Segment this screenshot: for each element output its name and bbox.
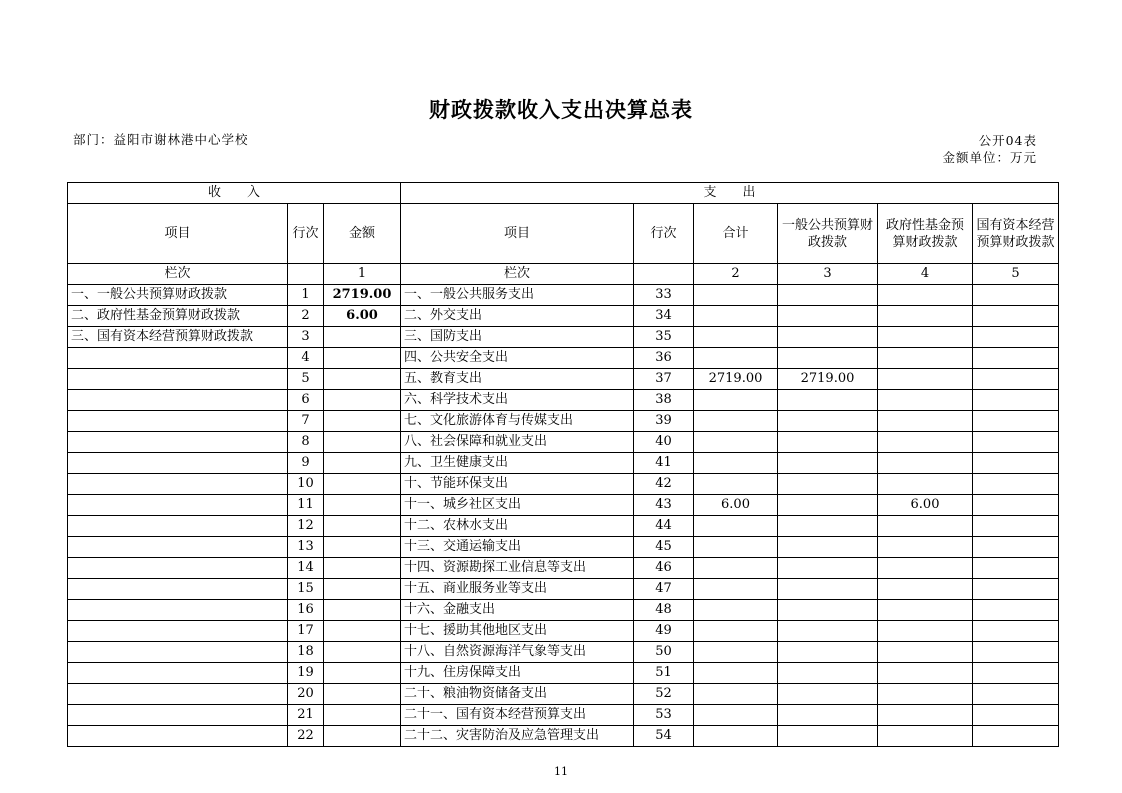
col-index-1: 1 <box>324 264 401 285</box>
income-item-cell <box>68 390 288 411</box>
table-row <box>68 705 1059 726</box>
income-amount-header: 金额 <box>324 204 401 264</box>
income-amount-cell: 6.00 <box>324 306 401 327</box>
expenditure-item-cell: 十四、资源勘探工业信息等支出 <box>401 558 634 579</box>
state-capital-header: 国有资本经营预算财政拨款 <box>973 204 1059 264</box>
total-cell: 6.00 <box>694 495 778 516</box>
total-cell <box>694 537 778 558</box>
expenditure-item-cell: 十九、住房保障支出 <box>401 663 634 684</box>
total-cell <box>694 600 778 621</box>
expenditure-item-cell: 十一、城乡社区支出 <box>401 495 634 516</box>
income-item-cell <box>68 726 288 747</box>
expenditure-item-cell: 十五、商业服务业等支出 <box>401 579 634 600</box>
table-row <box>68 306 1059 327</box>
general-budget-cell <box>778 306 878 327</box>
expenditure-item-cell: 六、科学技术支出 <box>401 390 634 411</box>
general-budget-cell <box>778 600 878 621</box>
expenditure-item-cell: 七、文化旅游体育与传媒支出 <box>401 411 634 432</box>
income-line-no-cell: 18 <box>288 642 324 663</box>
expenditure-item-cell: 十、节能环保支出 <box>401 474 634 495</box>
income-line-no-cell: 9 <box>288 453 324 474</box>
header-row-columns <box>68 204 1059 264</box>
page-number: 11 <box>554 765 568 778</box>
expenditure-line-no-cell: 38 <box>634 390 694 411</box>
expenditure-line-no-cell: 41 <box>634 453 694 474</box>
income-amount-cell <box>324 558 401 579</box>
income-amount-cell <box>324 327 401 348</box>
table-row <box>68 600 1059 621</box>
income-col-label: 栏次 <box>68 264 288 285</box>
gov-fund-cell <box>878 600 973 621</box>
expenditure-line-no-header: 行次 <box>634 204 694 264</box>
state-capital-cell <box>973 369 1059 390</box>
state-capital-cell <box>973 684 1059 705</box>
general-budget-cell <box>778 348 878 369</box>
total-cell <box>694 705 778 726</box>
gov-fund-cell <box>878 621 973 642</box>
income-item-cell: 二、政府性基金预算财政拨款 <box>68 306 288 327</box>
gov-fund-cell <box>878 558 973 579</box>
income-item-header: 项目 <box>68 204 288 264</box>
table-row <box>68 390 1059 411</box>
total-cell: 2719.00 <box>694 369 778 390</box>
expenditure-line-no-cell: 36 <box>634 348 694 369</box>
table-row <box>68 432 1059 453</box>
total-cell <box>694 348 778 369</box>
expenditure-line-no-cell: 33 <box>634 285 694 306</box>
expenditure-col-blank <box>634 264 694 285</box>
state-capital-cell <box>973 432 1059 453</box>
general-budget-cell <box>778 285 878 306</box>
total-cell <box>694 474 778 495</box>
expenditure-item-cell: 十三、交通运输支出 <box>401 537 634 558</box>
header-row-section <box>68 183 1059 204</box>
income-item-cell <box>68 495 288 516</box>
gov-fund-cell <box>878 579 973 600</box>
state-capital-cell <box>973 348 1059 369</box>
expenditure-item-cell: 十二、农林水支出 <box>401 516 634 537</box>
income-section-header: 收 入 <box>68 183 401 204</box>
income-amount-cell <box>324 453 401 474</box>
income-item-cell <box>68 348 288 369</box>
state-capital-cell <box>973 663 1059 684</box>
general-budget-cell: 2719.00 <box>778 369 878 390</box>
state-capital-cell <box>973 453 1059 474</box>
total-cell <box>694 579 778 600</box>
table-row <box>68 411 1059 432</box>
gov-fund-cell <box>878 537 973 558</box>
table-row <box>68 642 1059 663</box>
income-amount-cell <box>324 474 401 495</box>
income-amount-cell <box>324 411 401 432</box>
expenditure-line-no-cell: 46 <box>634 558 694 579</box>
gov-fund-cell <box>878 453 973 474</box>
income-amount-cell <box>324 516 401 537</box>
expenditure-item-cell: 三、国防支出 <box>401 327 634 348</box>
income-item-cell <box>68 663 288 684</box>
income-line-no-cell: 12 <box>288 516 324 537</box>
expenditure-line-no-cell: 37 <box>634 369 694 390</box>
income-amount-cell <box>324 663 401 684</box>
income-amount-cell <box>324 348 401 369</box>
total-cell <box>694 642 778 663</box>
income-line-no-cell: 1 <box>288 285 324 306</box>
expenditure-line-no-cell: 39 <box>634 411 694 432</box>
total-cell <box>694 663 778 684</box>
expenditure-item-cell: 八、社会保障和就业支出 <box>401 432 634 453</box>
expenditure-line-no-cell: 47 <box>634 579 694 600</box>
gov-fund-cell <box>878 285 973 306</box>
expenditure-item-cell: 二十二、灾害防治及应急管理支出 <box>401 726 634 747</box>
income-item-cell <box>68 369 288 390</box>
income-line-no-cell: 3 <box>288 327 324 348</box>
expenditure-item-cell: 十七、援助其他地区支出 <box>401 621 634 642</box>
gov-fund-cell <box>878 411 973 432</box>
expenditure-item-cell: 一、一般公共服务支出 <box>401 285 634 306</box>
state-capital-cell <box>973 306 1059 327</box>
total-cell <box>694 684 778 705</box>
state-capital-cell <box>973 495 1059 516</box>
expenditure-line-no-cell: 42 <box>634 474 694 495</box>
income-amount-cell <box>324 726 401 747</box>
table-row <box>68 474 1059 495</box>
gov-fund-header: 政府性基金预算财政拨款 <box>878 204 973 264</box>
income-line-no-cell: 2 <box>288 306 324 327</box>
table-row <box>68 621 1059 642</box>
general-budget-cell <box>778 516 878 537</box>
state-capital-cell <box>973 726 1059 747</box>
state-capital-cell <box>973 579 1059 600</box>
expenditure-line-no-cell: 53 <box>634 705 694 726</box>
income-amount-cell <box>324 684 401 705</box>
general-budget-cell <box>778 558 878 579</box>
income-amount-cell <box>324 390 401 411</box>
income-col-blank <box>288 264 324 285</box>
general-budget-cell <box>778 537 878 558</box>
expenditure-section-header: 支 出 <box>401 183 1059 204</box>
expenditure-line-no-cell: 40 <box>634 432 694 453</box>
gov-fund-cell <box>878 348 973 369</box>
table-row <box>68 579 1059 600</box>
income-amount-cell <box>324 579 401 600</box>
gov-fund-cell <box>878 684 973 705</box>
amount-unit: 金额单位：万元 <box>942 150 1037 165</box>
form-number: 公开04表 <box>978 133 1037 148</box>
expenditure-line-no-cell: 45 <box>634 537 694 558</box>
income-line-no-cell: 14 <box>288 558 324 579</box>
total-cell <box>694 726 778 747</box>
table-row <box>68 348 1059 369</box>
state-capital-cell <box>973 537 1059 558</box>
income-line-no-cell: 11 <box>288 495 324 516</box>
table-body <box>68 183 1059 747</box>
general-budget-cell <box>778 390 878 411</box>
gov-fund-cell <box>878 369 973 390</box>
income-line-no-cell: 19 <box>288 663 324 684</box>
general-budget-cell <box>778 579 878 600</box>
income-item-cell: 一、一般公共预算财政拨款 <box>68 285 288 306</box>
income-item-cell <box>68 621 288 642</box>
income-amount-cell <box>324 369 401 390</box>
column-index-row <box>68 264 1059 285</box>
income-amount-cell: 2719.00 <box>324 285 401 306</box>
income-line-no-cell: 4 <box>288 348 324 369</box>
col-index-5: 5 <box>973 264 1059 285</box>
table-row <box>68 453 1059 474</box>
income-line-no-cell: 13 <box>288 537 324 558</box>
table-row <box>68 558 1059 579</box>
general-budget-cell <box>778 621 878 642</box>
table-row <box>68 684 1059 705</box>
income-line-no-cell: 20 <box>288 684 324 705</box>
income-item-cell <box>68 600 288 621</box>
gov-fund-cell <box>878 516 973 537</box>
expenditure-line-no-cell: 43 <box>634 495 694 516</box>
income-item-cell <box>68 558 288 579</box>
table-row <box>68 285 1059 306</box>
state-capital-cell <box>973 474 1059 495</box>
income-amount-cell <box>324 621 401 642</box>
state-capital-cell <box>973 327 1059 348</box>
income-amount-cell <box>324 600 401 621</box>
table-row <box>68 327 1059 348</box>
expenditure-line-no-cell: 34 <box>634 306 694 327</box>
table-row <box>68 369 1059 390</box>
gov-fund-cell <box>878 390 973 411</box>
general-budget-cell <box>778 411 878 432</box>
general-budget-cell <box>778 642 878 663</box>
expenditure-line-no-cell: 48 <box>634 600 694 621</box>
total-cell <box>694 306 778 327</box>
income-line-no-cell: 6 <box>288 390 324 411</box>
expenditure-item-cell: 十六、金融支出 <box>401 600 634 621</box>
general-budget-cell <box>778 663 878 684</box>
general-budget-cell <box>778 432 878 453</box>
gov-fund-cell <box>878 663 973 684</box>
general-budget-header: 一般公共预算财政拨款 <box>778 204 878 264</box>
general-budget-cell <box>778 726 878 747</box>
income-item-cell <box>68 684 288 705</box>
department-label: 部门：益阳市谢林港中心学校 <box>73 132 249 147</box>
gov-fund-cell <box>878 726 973 747</box>
expenditure-line-no-cell: 54 <box>634 726 694 747</box>
state-capital-cell <box>973 621 1059 642</box>
expenditure-item-cell: 二、外交支出 <box>401 306 634 327</box>
gov-fund-cell <box>878 474 973 495</box>
expenditure-item-cell: 二十、粮油物资储备支出 <box>401 684 634 705</box>
income-item-cell <box>68 411 288 432</box>
page-title: 财政拨款收入支出决算总表 <box>429 98 693 122</box>
table-row <box>68 537 1059 558</box>
table-row <box>68 495 1059 516</box>
income-line-no-cell: 15 <box>288 579 324 600</box>
income-line-no-cell: 17 <box>288 621 324 642</box>
col-index-2: 2 <box>694 264 778 285</box>
income-line-no-cell: 7 <box>288 411 324 432</box>
income-amount-cell <box>324 705 401 726</box>
general-budget-cell <box>778 495 878 516</box>
income-amount-cell <box>324 495 401 516</box>
income-item-cell <box>68 642 288 663</box>
income-amount-cell <box>324 642 401 663</box>
total-cell <box>694 453 778 474</box>
income-line-no-cell: 8 <box>288 432 324 453</box>
income-line-no-cell: 21 <box>288 705 324 726</box>
state-capital-cell <box>973 285 1059 306</box>
expenditure-item-cell: 九、卫生健康支出 <box>401 453 634 474</box>
gov-fund-cell <box>878 642 973 663</box>
state-capital-cell <box>973 558 1059 579</box>
col-index-4: 4 <box>878 264 973 285</box>
general-budget-cell <box>778 705 878 726</box>
expenditure-item-cell: 五、教育支出 <box>401 369 634 390</box>
expenditure-item-cell: 十八、自然资源海洋气象等支出 <box>401 642 634 663</box>
total-cell <box>694 285 778 306</box>
expenditure-line-no-cell: 50 <box>634 642 694 663</box>
expenditure-line-no-cell: 35 <box>634 327 694 348</box>
state-capital-cell <box>973 516 1059 537</box>
income-item-cell <box>68 705 288 726</box>
total-cell <box>694 558 778 579</box>
state-capital-cell <box>973 411 1059 432</box>
state-capital-cell <box>973 390 1059 411</box>
income-item-cell <box>68 474 288 495</box>
table-row <box>68 726 1059 747</box>
income-item-cell <box>68 537 288 558</box>
expenditure-item-header: 项目 <box>401 204 634 264</box>
income-line-no-cell: 16 <box>288 600 324 621</box>
expenditure-line-no-cell: 51 <box>634 663 694 684</box>
income-amount-cell <box>324 432 401 453</box>
gov-fund-cell <box>878 432 973 453</box>
total-cell <box>694 390 778 411</box>
general-budget-cell <box>778 453 878 474</box>
expenditure-item-cell: 四、公共安全支出 <box>401 348 634 369</box>
income-item-cell <box>68 579 288 600</box>
gov-fund-cell: 6.00 <box>878 495 973 516</box>
state-capital-cell <box>973 705 1059 726</box>
total-header: 合计 <box>694 204 778 264</box>
income-line-no-header: 行次 <box>288 204 324 264</box>
table-row <box>68 516 1059 537</box>
general-budget-cell <box>778 684 878 705</box>
income-line-no-cell: 22 <box>288 726 324 747</box>
general-budget-cell <box>778 327 878 348</box>
total-cell <box>694 516 778 537</box>
income-item-cell <box>68 432 288 453</box>
gov-fund-cell <box>878 327 973 348</box>
expenditure-col-label: 栏次 <box>401 264 634 285</box>
state-capital-cell <box>973 600 1059 621</box>
income-line-no-cell: 10 <box>288 474 324 495</box>
income-item-cell: 三、国有资本经营预算财政拨款 <box>68 327 288 348</box>
expenditure-line-no-cell: 49 <box>634 621 694 642</box>
general-budget-cell <box>778 474 878 495</box>
expenditure-line-no-cell: 44 <box>634 516 694 537</box>
total-cell <box>694 621 778 642</box>
gov-fund-cell <box>878 705 973 726</box>
total-cell <box>694 327 778 348</box>
table-row <box>68 663 1059 684</box>
total-cell <box>694 411 778 432</box>
income-amount-cell <box>324 537 401 558</box>
income-item-cell <box>68 453 288 474</box>
income-item-cell <box>68 516 288 537</box>
col-index-3: 3 <box>778 264 878 285</box>
gov-fund-cell <box>878 306 973 327</box>
total-cell <box>694 432 778 453</box>
expenditure-item-cell: 二十一、国有资本经营预算支出 <box>401 705 634 726</box>
budget-summary-table <box>67 182 1059 747</box>
expenditure-line-no-cell: 52 <box>634 684 694 705</box>
state-capital-cell <box>973 642 1059 663</box>
income-line-no-cell: 5 <box>288 369 324 390</box>
